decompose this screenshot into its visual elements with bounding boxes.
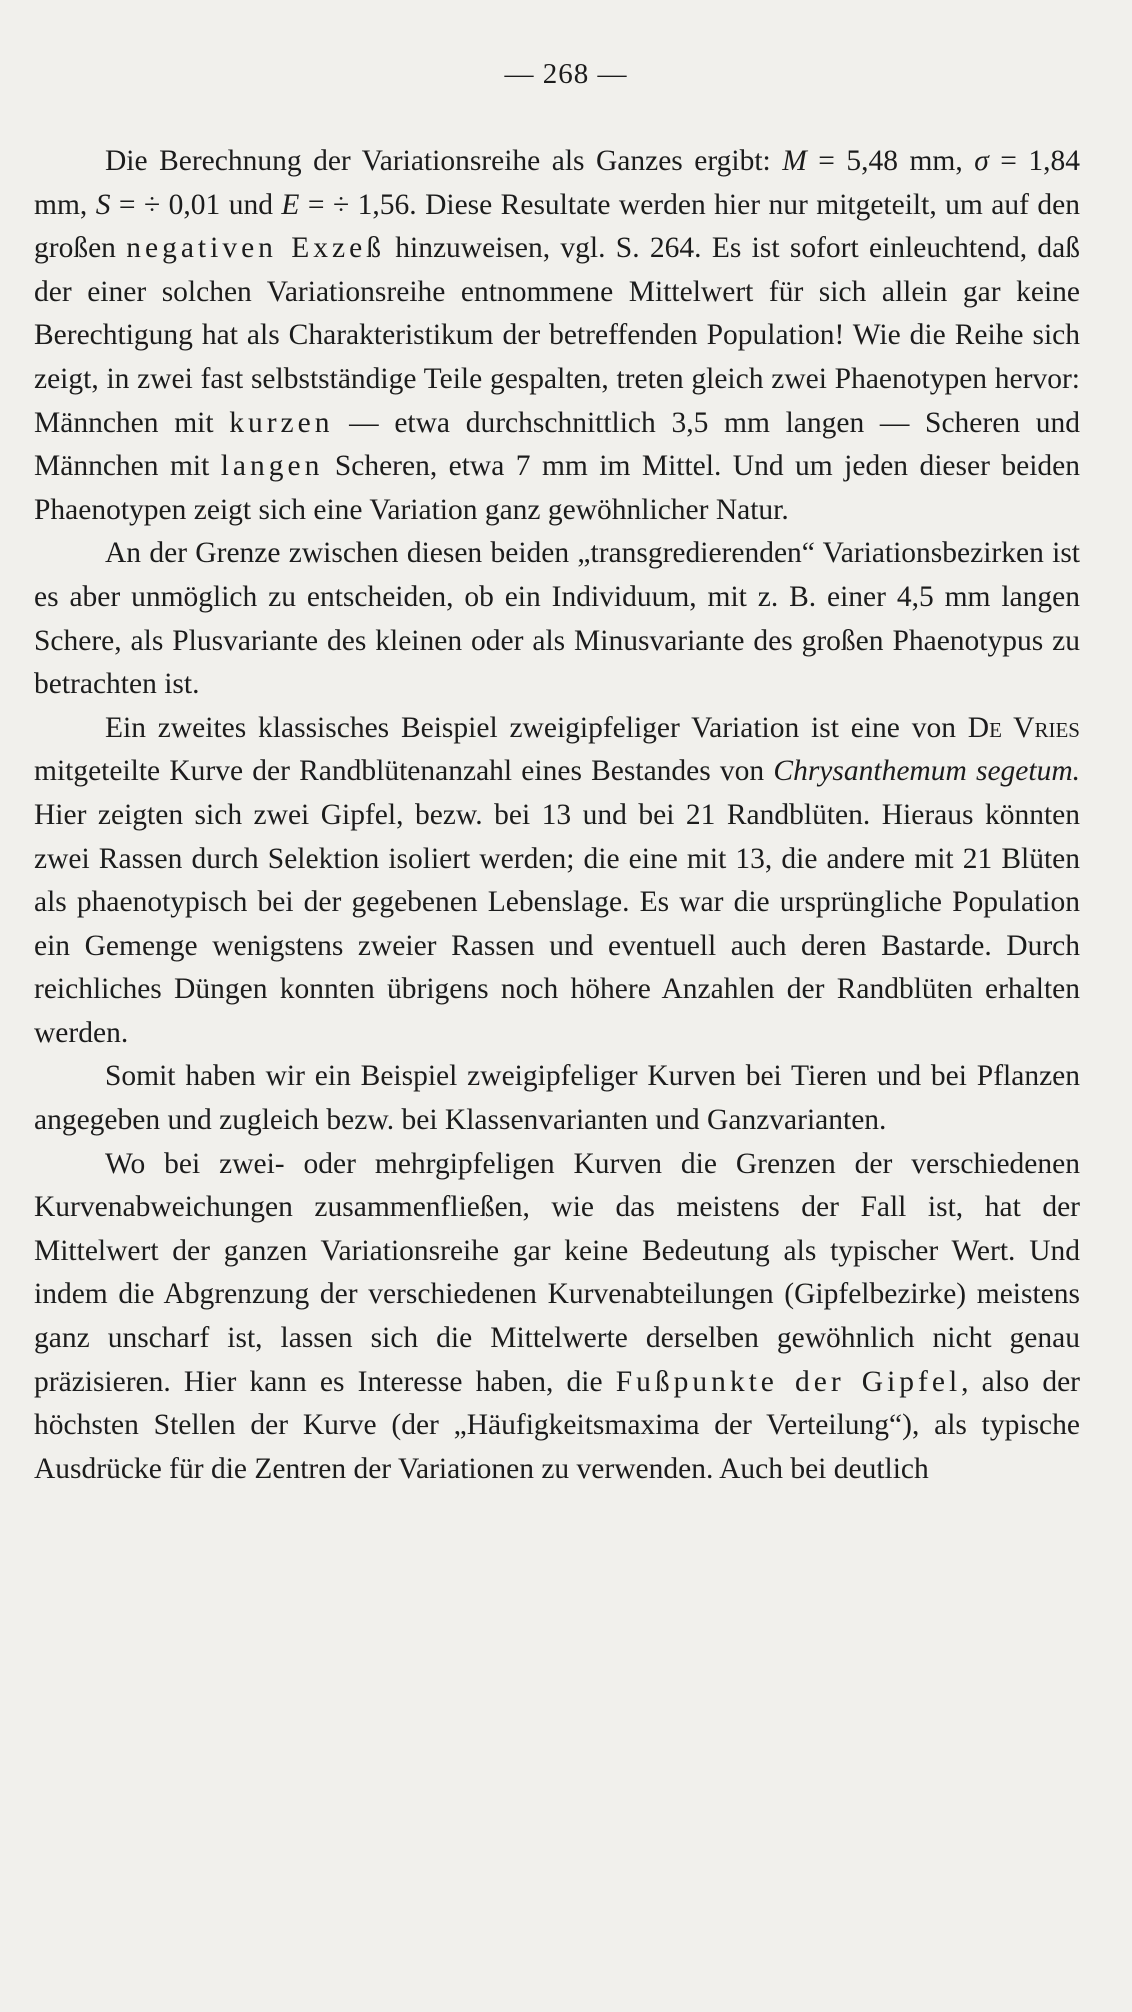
text-run: σ [974, 145, 989, 177]
text-run: De Vries [967, 711, 1080, 744]
text-run: M [782, 145, 807, 177]
paragraph-4 [34, 1055, 1080, 1142]
text-run: — etwa durchschnittlich 3,5 mm langen — Scheren und Männchen mit [34, 406, 1080, 483]
text-run: Scheren, etwa 7 mm im Mittel. Und um jeden dieser beiden Phaenotypen zeigt sich eine Variation ganz gewöhnlicher Natur. [34, 450, 1080, 526]
page-number: — 268 — [504, 58, 628, 90]
text-run: Die Berechnung der Variationsreihe als Ganzes ergibt: [105, 145, 783, 177]
paragraph-1 [34, 140, 1080, 532]
paragraph-3 [34, 707, 1080, 1056]
text-run: Fußpunkte der Gipfel [615, 1365, 962, 1398]
text-run: = 1,84 mm, [34, 145, 1081, 221]
text-run: S [95, 188, 111, 221]
body-text [34, 140, 1080, 1491]
text-run: mitgeteilte Kurve der Randblütenanzahl eines Bestandes von [34, 755, 774, 788]
text-run: langen [220, 450, 324, 483]
text-run: Wo bei zwei- oder mehrgipfeligen Kurven die Grenzen der verschiedenen Kurvenabweichungen zusammenfließen, wie das meistens der Fall ist, hat der Mittelwert der ganzen Variationsreihe gar keine Bedeutung als typischer Wert. Und indem die Abgrenzung der verschiedenen Kurvenabteilungen (Gipfelbezirke) meistens ganz unscharf ist, lassen sich die Mittelwerte derselben gewöhnlich nicht genau präzisieren. Hier kann es Interesse haben, die [34, 1147, 1080, 1398]
text-run: Hier zeigten sich zwei Gipfel, bezw. bei 13 und bei 21 Randblüten. Hieraus könnten zwei Rassen durch Selektion isoliert werden; die eine mit 13, die andere mit 21 Blüten als phaenotypisch bei der gegebenen Lebenslage. Es war die ursprüngliche Population ein Gemenge wenigstens zweier Rassen und eventuell auch deren Bastarde. Durch reichliches Düngen konnten übrigens noch höhere Anzahlen der Randblüten erhalten werden. [34, 798, 1080, 1049]
text-run: negativen Exzeß [126, 232, 385, 265]
text-run: kurzen [229, 406, 334, 439]
text-run: An der Grenze zwischen diesen beiden „transgredierenden“ Variationsbezirken ist es aber unmöglich zu entscheiden, ob ein Individuum, mit z. B. einer 4,5 mm langen Schere, als Plusvariante des kleinen oder als Minusvariante des großen Phaenotypus zu betrachten ist. [34, 537, 1080, 701]
text-run: = 5,48 mm, [806, 145, 975, 177]
text-run: E [281, 188, 300, 221]
paragraph-5 [34, 1143, 1080, 1492]
text-run: Ein zweites klassisches Beispiel zweigipfeliger Variation ist eine von [105, 711, 968, 744]
text-run: Chrysanthemum segetum. [773, 755, 1081, 788]
text-run: = ÷ 1,56. Diese Resultate werden hier nur mitgeteilt, um auf den großen [34, 188, 1080, 265]
text-run: = ÷ 0,01 und [110, 188, 282, 221]
text-run: Somit haben wir ein Beispiel zweigipfeliger Kurven bei Tieren und bei Pflanzen angegeben und zugleich bezw. bei Klassenvarianten und Ganzvarianten. [34, 1060, 1080, 1137]
text-run: , also der höchsten Stellen der Kurve (der „Häufigkeitsmaxima der Verteilung“), als typische Ausdrücke für die Zentren der Variationen zu verwenden. Auch bei deutlich [34, 1365, 1080, 1485]
text-run: hinzuweisen, vgl. S. 264. Es ist sofort einleuchtend, daß der einer solchen Variationsreihe entnommene Mittelwert für sich allein gar keine Berechtigung hat als Charakteristikum der betreffenden Population! Wie die Reihe sich zeigt, in zwei fast selbstständige Teile gespalten, treten gleich zwei Phaenotypen hervor: Männchen mit [34, 232, 1081, 439]
paragraph-2 [34, 532, 1080, 706]
